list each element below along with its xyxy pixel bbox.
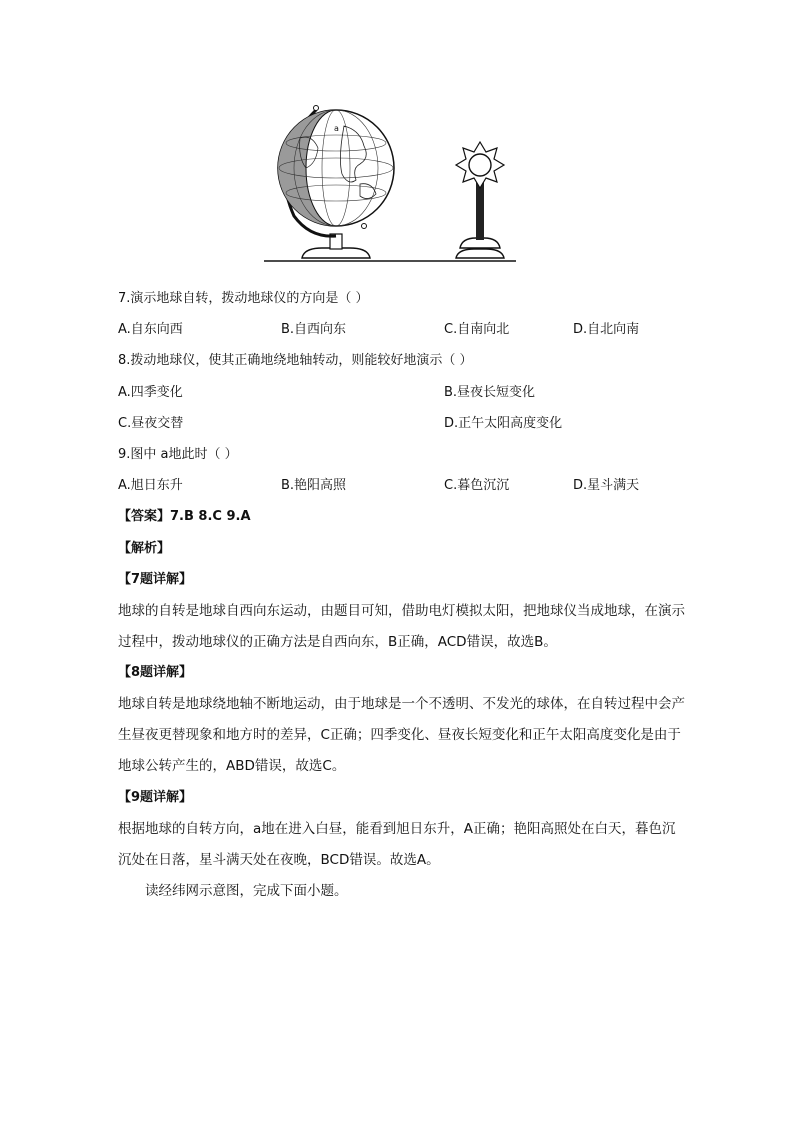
question-7-option-a: A.自东向西 [118, 322, 183, 337]
location-a-label: a [334, 124, 339, 133]
q8-explanation-heading: 【8题详解】 [118, 665, 193, 680]
q9-explanation-heading: 【9题详解】 [118, 790, 193, 805]
globe-lamp-figure [260, 98, 530, 268]
question-8-stem: 8.拨动地球仪，使其正确地绕地轴转动，则能较好地演示（ ） [118, 353, 473, 368]
question-7-option-c: C.自南向北 [444, 322, 510, 337]
question-7-stem: 7.演示地球自转，拨动地球仪的方向是（ ） [118, 291, 369, 306]
question-8-option-d: D.正午太阳高度变化 [444, 416, 563, 431]
q8-explanation-text: 地球自转是地球绕地轴不断地运动，由于地球是一个不透明、不发光的球体，在自转过程中会产生昼夜更替现象和地方时的差异，C正确；四季变化、昼夜长短变化和正午太阳高度变化是由于地球公转产生的，ABD错误，故选C。 [118, 696, 685, 774]
question-8-option-a: A.四季变化 [118, 385, 183, 400]
question-7-option-b: B.自西向东 [281, 322, 347, 337]
question-9-stem: 9.图中 a地此时（ ） [118, 447, 238, 462]
q7-explanation-heading: 【7题详解】 [118, 572, 193, 587]
q7-explanation-text: 地球的自转是地球自西向东运动，由题目可知，借助电灯模拟太阳，把地球仪当成地球，在演示过程中，拨动地球仪的正确方法是自西向东，B正确，ACD错误，故选B。 [118, 603, 685, 650]
closing-instruction: 读经纬网示意图，完成下面小题。 [145, 883, 348, 899]
q9-explanation-text: 根据地球的自转方向，a地在进入白昼，能看到旭日东升，A正确；艳阳高照处在白天，暮色沉沉处在日落，星斗满天处在夜晚，BCD错误。故选A。 [118, 821, 676, 868]
lamp-sun-icon [456, 142, 504, 258]
question-9-option-d: D.星斗满天 [573, 478, 640, 493]
answer-line: 【答案】7.B 8.C 9.A [118, 509, 251, 524]
question-8-option-b: B.昼夜长短变化 [444, 385, 536, 400]
question-9-option-c: C.暮色沉沉 [444, 478, 510, 493]
analysis-heading: 【解析】 [118, 541, 171, 556]
question-7-option-d: D.自北向南 [573, 322, 640, 337]
question-9-option-a: A.旭日东升 [118, 478, 183, 493]
question-9-option-b: B.艳阳高照 [281, 478, 347, 493]
question-8-option-c: C.昼夜交替 [118, 416, 184, 431]
